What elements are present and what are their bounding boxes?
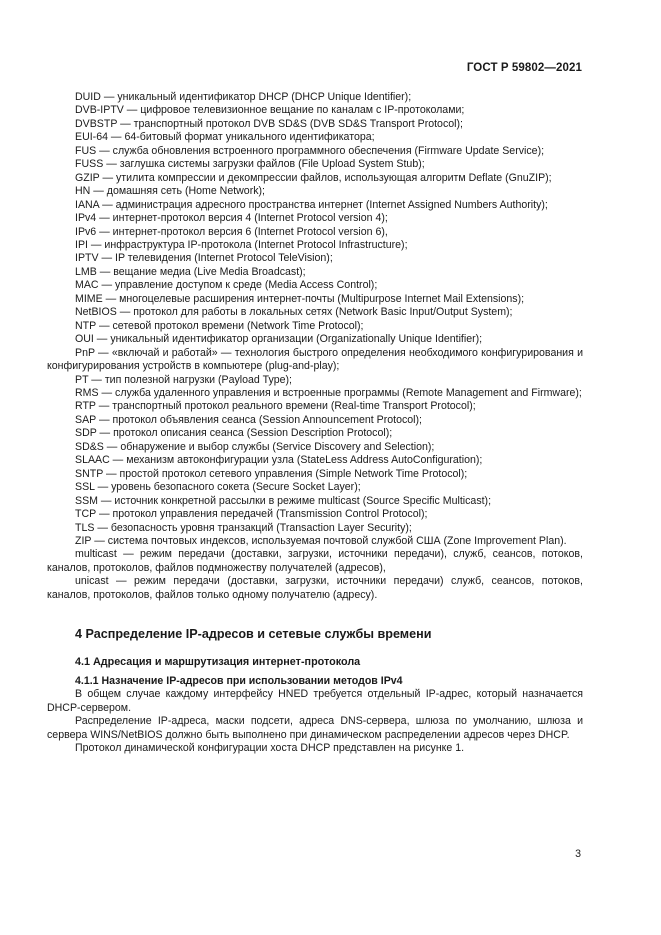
subsection-title: 4.1 Адресация и маршрутизация интернет-протокола	[75, 656, 361, 668]
abbreviation-item: GZIP — утилита компрессии и декомпрессии файлов, использующая алгоритм Deflate (GnuZIP);	[75, 171, 552, 184]
abbreviation-item: TCP — протокол управления передачей (Transmission Control Protocol);	[75, 508, 428, 521]
paragraph: Распределение IP-адреса, маски подсети, адреса DNS-сервера, шлюза по умолчанию, шлюза и сервера WINS/NetBIOS должно быть выполнено при динамическом распределении адресов через DHCP.	[47, 715, 583, 741]
abbreviation-item: SDP — протокол описания сеанса (Session Description Protocol);	[75, 427, 393, 440]
abbreviation-item: FUSS — заглушка системы загрузки файлов (File Upload System Stub);	[75, 158, 425, 171]
abbreviation-item: NetBIOS — протокол для работы в локальных сетях (Network Basic Input/Output System);	[75, 306, 513, 319]
abbreviation-item: SD&S — обнаружение и выбор службы (Service Discovery and Selection);	[75, 440, 435, 453]
paragraph: Протокол динамической конфигурации хоста DHCP представлен на рисунке 1.	[75, 742, 465, 755]
abbreviation-item: SAP — протокол объявления сеанса (Session Announcement Protocol);	[75, 413, 422, 426]
abbreviation-item: OUI — уникальный идентификатор организации (Organizationally Unique Identifier);	[75, 333, 483, 346]
abbreviation-item: IPTV — IP телевидения (Internet Protocol TeleVision);	[75, 252, 333, 265]
abbreviation-item: SNTP — простой протокол сетевого управления (Simple Network Time Protocol);	[75, 467, 468, 480]
abbreviation-item: DUID — уникальный идентификатор DHCP (DHCP Unique Identifier);	[75, 91, 412, 103]
abbreviation-item: IANA — администрация адресного пространства интернет (Internet Assigned Numbers Authority);	[75, 198, 548, 211]
abbreviation-item: TLS — безопасность уровня транзакций (Transaction Layer Security);	[75, 521, 412, 534]
abbreviations-list	[47, 91, 583, 602]
abbreviation-item: multicast — режим передачи (доставки, загрузки, источники передачи), служб, сеансов, потоков, каналов, протоколов, файлов подмножеству получателей (адресов),	[47, 548, 583, 574]
abbreviation-item: IPv6 — интернет-протокол версия 6 (Internet Protocol version 6),	[75, 225, 388, 238]
subsubsection-title: 4.1.1 Назначение IP-адресов при использовании методов IPv4	[75, 675, 403, 687]
abbreviation-item: EUI-64 — 64-битовый формат уникального идентификатора;	[75, 131, 375, 144]
page-number: 3	[575, 848, 581, 860]
abbreviation-item: RMS — служба удаленного управления и встроенные программы (Remote Management and Firmware);	[75, 386, 582, 399]
paragraph: В общем случае каждому интерфейсу HNED требуется отдельный IP-адрес, который назначается DHCP-сервером.	[47, 688, 583, 714]
abbreviation-item: FUS — служба обновления встроенного программного обеспечения (Firmware Update Service);	[75, 144, 545, 157]
abbreviation-item: MIME — многоцелевые расширения интернет-почты (Multipurpose Internet Mail Extensions);	[75, 292, 525, 305]
abbreviation-item: SSL — уровень безопасного сокета (Secure Socket Layer);	[75, 481, 361, 494]
abbreviation-item: NTP — сетевой протокол времени (Network Time Protocol);	[75, 319, 364, 332]
standard-header: ГОСТ Р 59802—2021	[466, 62, 582, 74]
abbreviation-item: LMB — вещание медиа (Live Media Broadcast);	[75, 265, 306, 278]
abbreviation-item: RTP — транспортный протокол реального времени (Real-time Transport Protocol);	[75, 400, 476, 413]
abbreviation-item: ZIP — система почтовых индексов, используемая почтовой службой США (Zone Improvement Plan).	[75, 534, 567, 547]
abbreviation-item: unicast — режим передачи (доставки, загрузки, источники передачи) служб, сеансов, потоков, каналов, протоколов, файлов только одному получателю (адресу).	[47, 575, 583, 601]
abbreviation-item: IPv4 — интернет-протокол версия 4 (Internet Protocol version 4);	[75, 212, 388, 225]
abbreviation-item: HN — домашняя сеть (Home Network);	[75, 185, 265, 198]
abbreviation-item: DVB-IPTV — цифровое телевизионное вещание по каналам с IP-протоколами;	[75, 104, 465, 117]
abbreviation-item: PT — тип полезной нагрузки (Payload Type);	[75, 373, 293, 386]
abbreviation-item: DVBSTP — транспортный протокол DVB SD&S (DVB SD&S Transport Protocol);	[75, 117, 463, 130]
abbreviation-item: MAC — управление доступом к среде (Media Access Control);	[75, 279, 378, 292]
abbreviation-item: IPI — инфраструктура IP-протокола (Internet Protocol Infrastructure);	[75, 238, 408, 251]
abbreviation-item: PnP — «включай и работай» — технология быстрого определения необходимого конфигурирования и конфигурирования устройств в компьютере (plug-and-play);	[47, 346, 583, 373]
abbreviation-item: SLAAC — механизм автоконфигурации узла (StateLess Address AutoConfiguration);	[75, 454, 483, 467]
abbreviation-item: SSM — источник конкретной рассылки в режиме multicast (Source Specific Multicast);	[75, 494, 492, 507]
section-body	[47, 675, 583, 756]
section-title: 4 Распределение IP-адресов и сетевые службы времени	[75, 627, 432, 641]
